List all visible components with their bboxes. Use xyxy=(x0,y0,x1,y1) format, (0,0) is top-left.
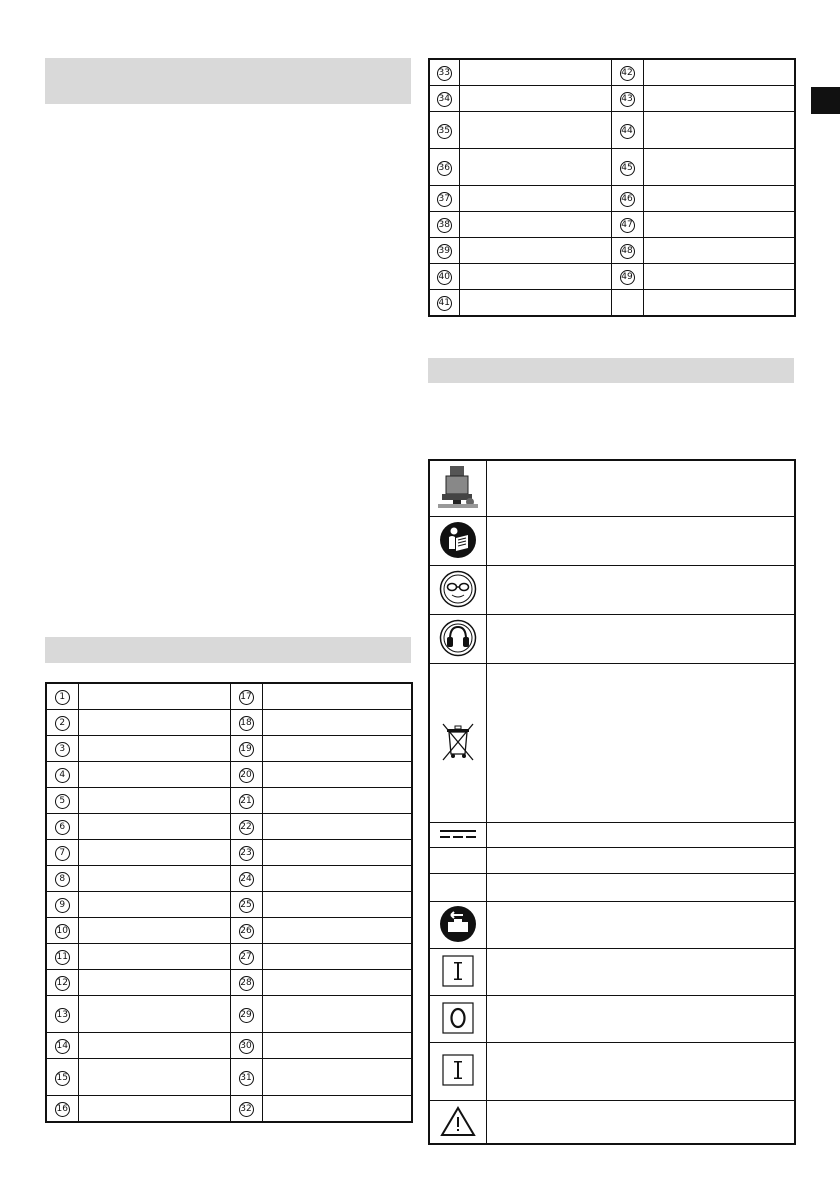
part-number-cell xyxy=(230,970,262,996)
part-number-icon: 37 xyxy=(437,192,452,207)
table-row xyxy=(429,186,795,212)
part-number-cell xyxy=(429,238,459,264)
symbol-description-cell xyxy=(486,615,795,664)
part-number-icon: 36 xyxy=(437,161,452,176)
part-description-cell xyxy=(643,212,795,238)
part-number-cell xyxy=(429,212,459,238)
table-row xyxy=(46,996,412,1033)
symbol-description-cell xyxy=(486,902,795,949)
part-description-cell xyxy=(643,149,795,186)
part-number-icon: 15 xyxy=(55,1071,70,1086)
part-number-cell xyxy=(230,1033,262,1059)
symbol-row xyxy=(429,949,795,996)
part-number-cell xyxy=(46,710,78,736)
part-description-cell xyxy=(459,186,611,212)
table-row xyxy=(429,264,795,290)
part-description-cell xyxy=(262,944,412,970)
part-number-icon: 45 xyxy=(620,161,635,176)
part-number-icon: 40 xyxy=(437,270,452,285)
part-number-cell xyxy=(46,918,78,944)
part-number-cell xyxy=(230,918,262,944)
part-number-cell xyxy=(429,86,459,112)
table-row xyxy=(429,59,795,86)
symbol-row xyxy=(429,874,795,902)
table-row xyxy=(46,918,412,944)
part-description-cell xyxy=(262,1096,412,1123)
part-number-icon: 27 xyxy=(239,950,254,965)
part-description-cell xyxy=(262,710,412,736)
table-row xyxy=(46,736,412,762)
table-row xyxy=(46,1059,412,1096)
part-number-cell xyxy=(611,186,643,212)
eye-protection-icon xyxy=(439,570,477,611)
symbol-description-cell xyxy=(486,460,795,517)
symbol-description-cell xyxy=(486,848,795,874)
part-number-icon: 31 xyxy=(239,1071,254,1086)
part-number-icon: 29 xyxy=(239,1008,254,1023)
symbol-row xyxy=(429,615,795,664)
part-description-cell xyxy=(78,840,230,866)
router-tool-icon xyxy=(438,464,478,513)
parts-heading-bar xyxy=(45,637,411,663)
symbol-row xyxy=(429,996,795,1043)
symbol-row xyxy=(429,1101,795,1145)
part-number-cell xyxy=(611,112,643,149)
part-number-icon: 38 xyxy=(437,218,452,233)
part-number-cell xyxy=(230,814,262,840)
symbol-description-cell xyxy=(486,823,795,848)
part-description-cell xyxy=(643,186,795,212)
symbol-cell xyxy=(429,949,486,996)
part-number-cell xyxy=(230,788,262,814)
part-number-cell xyxy=(46,892,78,918)
part-description-cell xyxy=(262,762,412,788)
symbols-heading-bar xyxy=(428,358,794,383)
part-number-icon: 14 xyxy=(55,1039,70,1054)
part-number-icon: 17 xyxy=(239,690,254,705)
part-description-cell xyxy=(262,736,412,762)
part-number-cell xyxy=(429,112,459,149)
part-number-cell xyxy=(611,290,643,317)
part-number-icon: 42 xyxy=(620,66,635,81)
parts-table-right xyxy=(428,58,796,317)
part-description-cell xyxy=(78,944,230,970)
part-number-cell xyxy=(611,264,643,290)
part-description-cell xyxy=(262,814,412,840)
part-description-cell xyxy=(262,1059,412,1096)
direct-current-icon xyxy=(438,827,478,844)
table-row xyxy=(46,814,412,840)
language-tab xyxy=(811,87,840,114)
part-number-icon: 49 xyxy=(620,270,635,285)
part-number-icon: 24 xyxy=(239,872,254,887)
part-number-cell xyxy=(230,996,262,1033)
part-description-cell xyxy=(78,1033,230,1059)
part-number-cell xyxy=(429,264,459,290)
part-number-cell xyxy=(46,996,78,1033)
part-number-icon: 39 xyxy=(437,244,452,259)
part-description-cell xyxy=(262,866,412,892)
part-number-icon: 47 xyxy=(620,218,635,233)
part-description-cell xyxy=(78,1096,230,1123)
part-description-cell xyxy=(78,866,230,892)
part-description-cell xyxy=(643,290,795,317)
part-number-cell xyxy=(611,238,643,264)
part-description-cell xyxy=(78,762,230,788)
part-number-cell xyxy=(611,212,643,238)
part-number-icon: 18 xyxy=(239,716,254,731)
part-number-cell xyxy=(611,86,643,112)
table-row xyxy=(46,710,412,736)
part-description-cell xyxy=(643,86,795,112)
part-number-icon: 41 xyxy=(437,296,452,311)
table-row xyxy=(46,944,412,970)
part-number-cell xyxy=(230,1059,262,1096)
part-number-icon: 26 xyxy=(239,924,254,939)
part-number-icon: 9 xyxy=(55,898,70,913)
part-number-icon: 20 xyxy=(239,768,254,783)
part-number-icon: 11 xyxy=(55,950,70,965)
part-number-cell xyxy=(230,840,262,866)
symbol-cell xyxy=(429,517,486,566)
part-number-cell xyxy=(46,970,78,996)
symbol-cell xyxy=(429,874,486,902)
symbol-row xyxy=(429,566,795,615)
table-row xyxy=(46,683,412,710)
part-number-icon: 43 xyxy=(620,92,635,107)
part-description-cell xyxy=(78,814,230,840)
part-description-cell xyxy=(262,840,412,866)
table-row xyxy=(46,970,412,996)
part-number-icon: 19 xyxy=(239,742,254,757)
part-number-cell xyxy=(429,290,459,317)
symbol-row xyxy=(429,902,795,949)
parts-table-left xyxy=(45,682,413,1123)
part-number-cell xyxy=(46,814,78,840)
table-row xyxy=(429,290,795,317)
part-description-cell xyxy=(262,788,412,814)
part-description-cell xyxy=(643,112,795,149)
part-description-cell xyxy=(459,264,611,290)
symbols-table xyxy=(428,459,796,1145)
part-number-icon: 48 xyxy=(620,244,635,259)
table-row xyxy=(429,238,795,264)
symbol-cell xyxy=(429,460,486,517)
table-row xyxy=(46,866,412,892)
part-number-icon: 22 xyxy=(239,820,254,835)
part-number-cell xyxy=(230,892,262,918)
part-number-cell xyxy=(230,944,262,970)
symbol-description-cell xyxy=(486,874,795,902)
part-description-cell xyxy=(78,892,230,918)
part-number-cell xyxy=(46,683,78,710)
part-number-icon: 25 xyxy=(239,898,254,913)
read-manual-icon xyxy=(439,521,477,562)
symbol-description-cell xyxy=(486,517,795,566)
part-number-icon: 8 xyxy=(55,872,70,887)
symbol-description-cell xyxy=(486,1101,795,1145)
table-row xyxy=(429,212,795,238)
part-number-cell xyxy=(46,944,78,970)
symbol-cell xyxy=(429,1043,486,1101)
part-number-icon: 21 xyxy=(239,794,254,809)
part-number-icon: 13 xyxy=(55,1008,70,1023)
part-description-cell xyxy=(78,683,230,710)
part-number-cell xyxy=(429,186,459,212)
ear-protection-icon xyxy=(439,619,477,660)
symbol-description-cell xyxy=(486,566,795,615)
part-number-cell xyxy=(46,866,78,892)
part-number-icon: 44 xyxy=(620,124,635,139)
part-description-cell xyxy=(78,710,230,736)
symbol-cell xyxy=(429,848,486,874)
part-number-cell xyxy=(230,710,262,736)
symbol-row xyxy=(429,848,795,874)
part-description-cell xyxy=(262,683,412,710)
part-number-icon: 16 xyxy=(55,1102,70,1117)
part-description-cell xyxy=(459,59,611,86)
part-number-cell xyxy=(230,1096,262,1123)
symbol-cell xyxy=(429,664,486,823)
symbol-description-cell xyxy=(486,996,795,1043)
table-row xyxy=(46,892,412,918)
part-description-cell xyxy=(459,149,611,186)
table-row xyxy=(46,840,412,866)
part-number-icon: 12 xyxy=(55,976,70,991)
part-number-cell xyxy=(46,840,78,866)
symbol-row xyxy=(429,664,795,823)
part-number-cell xyxy=(46,1096,78,1123)
part-number-icon: 32 xyxy=(239,1102,254,1117)
battery-disconnect-icon xyxy=(439,905,477,946)
symbol-cell xyxy=(429,823,486,848)
part-number-icon: 23 xyxy=(239,846,254,861)
part-description-cell xyxy=(643,59,795,86)
part-description-cell xyxy=(78,918,230,944)
part-description-cell xyxy=(643,264,795,290)
part-number-icon: 33 xyxy=(437,66,452,81)
symbol-description-cell xyxy=(486,949,795,996)
symbol-description-cell xyxy=(486,664,795,823)
symbol-row xyxy=(429,517,795,566)
part-number-cell xyxy=(230,866,262,892)
part-description-cell xyxy=(78,996,230,1033)
part-number-icon: 2 xyxy=(55,716,70,731)
part-number-icon: 10 xyxy=(55,924,70,939)
part-number-cell xyxy=(611,59,643,86)
part-number-cell xyxy=(230,736,262,762)
part-number-cell xyxy=(230,762,262,788)
part-number-icon: 30 xyxy=(239,1039,254,1054)
part-number-cell xyxy=(46,1033,78,1059)
symbol-description-cell xyxy=(486,1043,795,1101)
table-row xyxy=(46,788,412,814)
part-number-cell xyxy=(46,736,78,762)
part-description-cell xyxy=(643,238,795,264)
switch-on-icon xyxy=(441,1053,475,1090)
table-row xyxy=(429,112,795,149)
part-description-cell xyxy=(459,238,611,264)
part-description-cell xyxy=(78,736,230,762)
part-number-icon: 7 xyxy=(55,846,70,861)
table-row xyxy=(429,86,795,112)
part-number-cell xyxy=(46,762,78,788)
part-description-cell xyxy=(459,212,611,238)
part-number-icon: 5 xyxy=(55,794,70,809)
part-description-cell xyxy=(78,1059,230,1096)
switch-off-icon xyxy=(441,1001,475,1038)
symbol-cell xyxy=(429,902,486,949)
part-number-cell xyxy=(46,1059,78,1096)
symbol-cell xyxy=(429,566,486,615)
symbol-row xyxy=(429,460,795,517)
table-row xyxy=(46,1096,412,1123)
part-number-cell xyxy=(429,149,459,186)
part-description-cell xyxy=(262,1033,412,1059)
part-number-icon: 34 xyxy=(437,92,452,107)
weee-bin-icon xyxy=(441,722,475,765)
part-number-cell xyxy=(611,149,643,186)
part-description-cell xyxy=(459,86,611,112)
part-number-icon: 4 xyxy=(55,768,70,783)
part-number-icon: 35 xyxy=(437,124,452,139)
part-number-icon: 3 xyxy=(55,742,70,757)
symbol-cell xyxy=(429,615,486,664)
part-number-icon: 46 xyxy=(620,192,635,207)
symbol-row xyxy=(429,823,795,848)
part-description-cell xyxy=(459,290,611,317)
table-row xyxy=(46,762,412,788)
part-number-cell xyxy=(46,788,78,814)
part-description-cell xyxy=(262,892,412,918)
symbol-cell xyxy=(429,996,486,1043)
table-row xyxy=(46,1033,412,1059)
part-description-cell xyxy=(262,918,412,944)
part-description-cell xyxy=(78,788,230,814)
symbol-cell xyxy=(429,1101,486,1145)
table-row xyxy=(429,149,795,186)
warning-triangle-icon xyxy=(440,1105,476,1140)
part-description-cell xyxy=(459,112,611,149)
part-description-cell xyxy=(262,996,412,1033)
part-number-icon: 28 xyxy=(239,976,254,991)
symbol-row xyxy=(429,1043,795,1101)
part-number-icon: 1 xyxy=(55,690,70,705)
part-description-cell xyxy=(262,970,412,996)
part-number-icon: 6 xyxy=(55,820,70,835)
section-heading-bar xyxy=(45,58,411,104)
part-description-cell xyxy=(78,970,230,996)
part-number-cell xyxy=(230,683,262,710)
switch-on-icon xyxy=(441,954,475,991)
part-number-cell xyxy=(429,59,459,86)
